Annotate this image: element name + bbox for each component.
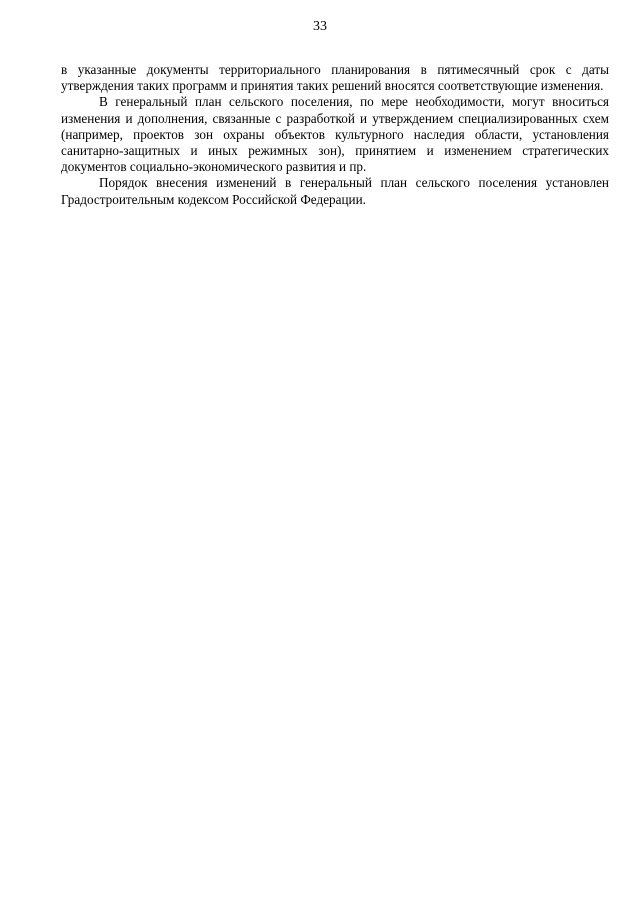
paragraph-continuation: в указанные документы территориального планирования в пятимесячный срок с даты утверждения таких программ и принятия таких решений вносятся соответствующие изменения. <box>61 62 609 94</box>
document-body <box>61 62 609 208</box>
page-number: 33 <box>313 19 327 34</box>
paragraph-amendments: В генеральный план сельского поселения, по мере необходимости, могут вноситься изменения и дополнения, связанные с разработкой и утверждением специализированных схем (например, проектов зон охраны объектов культурного наследия области, установления санитарно-защитных и иных режимных зон), принятием и изменением стратегических документов социально-экономического развития и пр. <box>61 94 609 175</box>
paragraph-procedure: Порядок внесения изменений в генеральный план сельского поселения установлен Градостроительным кодексом Российской Федерации. <box>61 175 609 207</box>
